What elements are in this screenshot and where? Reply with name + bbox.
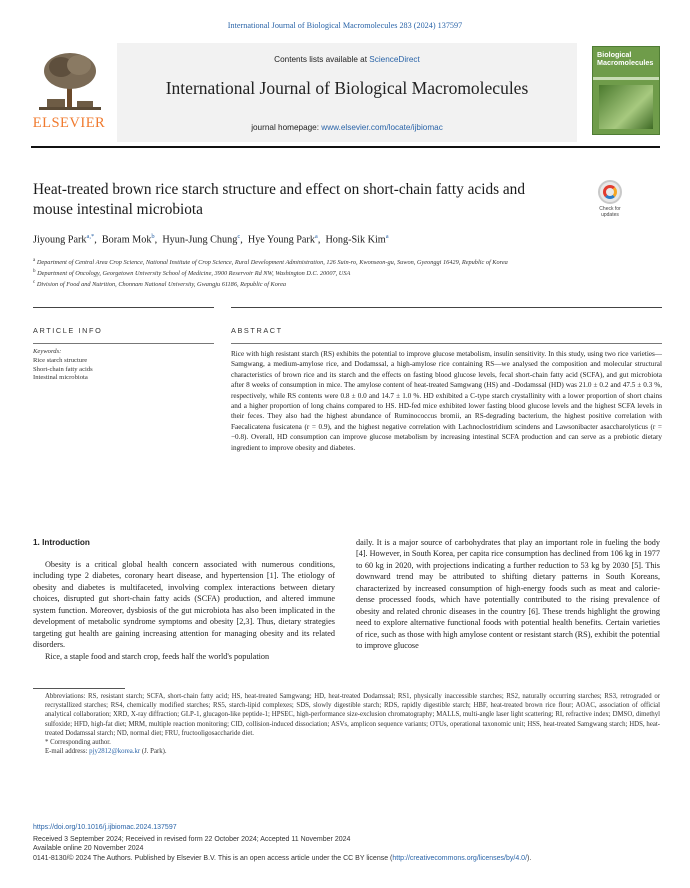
badge-line-1: Check for xyxy=(599,206,621,212)
intro-left-column xyxy=(33,559,335,662)
running-journal-reference[interactable]: International Journal of Biological Macromolecules 283 (2024) 137597 xyxy=(227,21,463,30)
article-info-rule xyxy=(33,307,214,308)
footnote-rule xyxy=(33,688,125,689)
check-for-updates-icon xyxy=(603,185,617,199)
keyword-item: Short-chain fatty acids xyxy=(33,365,93,373)
homepage-line xyxy=(117,123,577,132)
keyword-item: Intestinal microbiota xyxy=(33,374,88,382)
corresponding-author-note: * Corresponding author. xyxy=(45,739,111,747)
badge-text xyxy=(592,206,628,218)
author-email-link[interactable]: pjy2812@korea.kr xyxy=(89,748,141,756)
author-name[interactable]: Hong-Sik Kim xyxy=(325,234,386,246)
doi-link[interactable]: https://doi.org/10.1016/j.ijbiomac.2024.137597 xyxy=(33,824,177,831)
author-name[interactable]: Boram Mok xyxy=(101,234,152,246)
author-affil-marker[interactable]: c xyxy=(237,233,241,240)
affiliation-text: Department of Central Area Crop Science, National Institute of Crop Science, Rural Development Administration, 126 Suin-ro, Kwonseon-gu, Suwon, Gyeonggi 16429, Republic of Korea xyxy=(36,259,508,267)
affiliation-text: Division of Food and Nutrition, Chonnam National University, Gwangju 61186, Republic of Korea xyxy=(36,281,287,289)
affiliation-marker: c xyxy=(33,280,36,286)
cover-picture xyxy=(599,85,653,129)
journal-masthead xyxy=(31,43,660,142)
author-affil-marker[interactable]: a xyxy=(314,233,318,240)
article-info-heading: ARTICLE INFO xyxy=(33,326,103,335)
badge-line-2: updates xyxy=(601,212,619,218)
abstract-heading: ABSTRACT xyxy=(231,326,283,335)
sciencedirect-link[interactable]: ScienceDirect xyxy=(369,55,420,64)
author-name[interactable]: Hye Young Park xyxy=(247,234,315,246)
abstract-rule xyxy=(231,307,662,308)
author-list: Jiyoung Park$^{a,*}$, Boram Mok$^b$, Hyun-Jung Chung$^c$, Hye Young Park$^a$, Hong-Sik Kim$^a$ xyxy=(33,233,389,246)
affiliation-marker: b xyxy=(33,269,36,275)
journal-title[interactable]: International Journal of Biological Macromolecules xyxy=(165,78,529,98)
license-prefix: 0141-8130/© 2024 The Authors. Published by Elsevier B.V. This is an open access article under the CC BY license ( xyxy=(33,854,393,862)
publication-info xyxy=(33,835,673,863)
abstract-subrule xyxy=(231,343,662,344)
introduction-heading: 1. Introduction xyxy=(33,538,90,547)
author-affil-marker[interactable]: b xyxy=(151,233,155,240)
keywords-list xyxy=(33,357,93,383)
affiliations xyxy=(33,256,603,289)
online-date: Available online 20 November 2024 xyxy=(33,845,144,853)
received-dates: Received 3 September 2024; Received in revised form 22 October 2024; Accepted 11 November 2024 xyxy=(33,836,351,843)
check-for-updates-badge[interactable] xyxy=(592,180,628,222)
article-title: Heat-treated brown rice starch structure and effect on short-chain fatty acids and mouse intestinal microbiota xyxy=(33,181,525,218)
email-label: E-mail address: xyxy=(45,748,90,756)
keyword-item: Rice starch structure xyxy=(33,357,88,364)
journal-homepage-link[interactable]: www.elsevier.com/locate/ijbiomac xyxy=(321,123,443,132)
license-link[interactable]: http://creativecommons.org/licenses/by/4.0/ xyxy=(392,854,528,862)
email-suffix: (J. Park). xyxy=(140,748,167,756)
footnotes xyxy=(33,692,660,756)
author-name[interactable]: Hyun-Jung Chung xyxy=(162,234,238,246)
journal-cover-image[interactable] xyxy=(592,46,660,135)
intro-right-column xyxy=(356,537,660,652)
email-note xyxy=(33,747,660,756)
publisher-logo[interactable] xyxy=(31,43,107,135)
affiliation-text: Department of Oncology, Georgetown University School of Medicine, 3900 Reservoir Rd NW, Washington D.C. 20007, USA xyxy=(37,270,351,278)
license-line xyxy=(33,854,673,863)
license-suffix: ). xyxy=(527,854,532,862)
cover-band xyxy=(593,77,659,80)
article-info-subrule xyxy=(33,343,214,344)
elsevier-tree-icon xyxy=(39,49,101,111)
affiliation-item xyxy=(33,256,603,267)
intro-paragraph: Obesity is a critical global health concern associated with numerous conditions, including type 2 diabetes, coronary heart disease, and hypertension [1]. The etiology of obesity and diabetes is multifaceted, involving complex interactions between dietary choices, disrupted gut short-chain fatty acids (SCFA) production, and altered immune system function. Moreover, dysbiosis of the gut microbiota has also been implicated in the development of metabolic syndrome symptoms and obesity [2,3]. Thus, dietary strategies targeting gut health are gaining increasing attention for managing obesity and its related disorders. xyxy=(33,560,335,650)
affiliation-marker: a xyxy=(33,258,36,263)
contents-line xyxy=(117,55,577,64)
author-affil-marker[interactable]: a,* xyxy=(86,233,95,240)
intro-paragraph: daily. It is a major source of carbohydrates that play an important role in fueling the body [4]. However, in South Korea, per capita rice consumption has declined from 106 kg in 1977 to 60 kg in 2020, with projections indicating a further reduction to 53 kg by 2030 [5]. This downward trend may be attributed to shifting dietary patterns in South Koreans, characterized by increased consumption of high-energy foods such as meat and calorie-dense processed foods, which have potentially contributed to the rising prevalence of obesity and related chronic diseases in the country [6]. These trends highlight the growing need to explore alternative functional foods with potential health benefits. Certain varieties of rice, such as those with high amylose content or resistant starch (RS), exhibit the potential to improve glucose xyxy=(356,538,661,651)
cover-title: Biological Macromolecules xyxy=(597,50,654,67)
homepage-prefix: journal homepage: xyxy=(251,123,322,132)
affiliation-item xyxy=(33,267,603,278)
abstract-text: Rice with high resistant starch (RS) exhibits the potential to improve glucose metabolism, insulin sensitivity. In this study, using two rice varieties—Samgwang, a medium-amylose rice, and Dodamssal, a high-amylose rice containing RS—we analysed the composition and molecular structural characteristics of brown rice and its starch and the effects on fasting blood glucose levels, fecal short-chain fatty acid (SCFA), and gut microbiota after 8 weeks of consumption in mice. The amylose content of heat-treated Samgwang (HS) and -Dodamssal (HD) was 21.0 ± 0.2 and 47.5 ± 0.3 %, respectively, while RS contents were 0.8 ± 0.0 and 14.7 ± 1.0 %. HD exhibited a C-type starch crystallinity with a lower proportion of short chains and a higher proportion of long chains compared to HS. HD-fed mice exhibited lower fasting blood glucose levels and the highest SCFA levels in their feces. They also had the highest abundance of Ruminococcus bromii, an RS-degrading bacterium, the highest positive correlation with Faecalicatena fusicatena (r = 0.9), and the highest negative correlation with Lachnoclostridium scindens and Lawsonibacter asaccharolyticus (r = −0.8). Overall, HD consumption can improve glucose metabolism by increasing intestinal SCFA production and can serve as a prebiotic dietary ingredient to improve obesity and diabetes. xyxy=(231,350,662,452)
affiliation-item xyxy=(33,278,603,289)
header-divider xyxy=(31,146,660,148)
masthead-banner xyxy=(117,43,577,142)
contents-prefix: Contents lists available at xyxy=(274,55,370,64)
intro-paragraph: Rice, a staple food and starch crop, feeds half the world's population xyxy=(45,651,270,661)
keywords-label: Keywords: xyxy=(33,348,62,355)
abbreviations-note: Abbreviations: RS, resistant starch; SCFA, short-chain fatty acid; HS, heat-treated Samgwang; HD, heat-treated Dodamssal; RS1, physically inaccessible starches; RS2, naturally occurring starches; RS3, retrograded or recrystallized starches; RS4, chemically modified starches; RS5, starch-lipid complexes; SDS, slowly digestible starch; RDS, rapidly digestible starch; HBF, heat-treated brown rice flour; AOAC, association of official analytical collaboration; XRD, X-ray diffraction; GLP-1, glucagon-like peptide-1; HPSEC, high-performance size-exclusion chromatography; MALLS, multi-angle laser light scattering; RI, refractive index; DMSO, dimethyl sulfoxide; HFD, high-fat diet; MRM, multiple reaction monitoring; CID, collision-induced dissociation; ASVs, amplicon sequence variants; OTUs, operational taxonomic unit; HSS, heat-treated Samgwang starch; HDS, heat-treated Dodamssal starch; ND, normal diet; FRU, fructooligosaccharide diet. xyxy=(45,693,660,737)
author-name[interactable]: Jiyoung Park xyxy=(33,234,87,246)
publisher-logo-text: ELSEVIER xyxy=(32,115,106,131)
author-affil-marker[interactable]: a xyxy=(385,233,389,240)
